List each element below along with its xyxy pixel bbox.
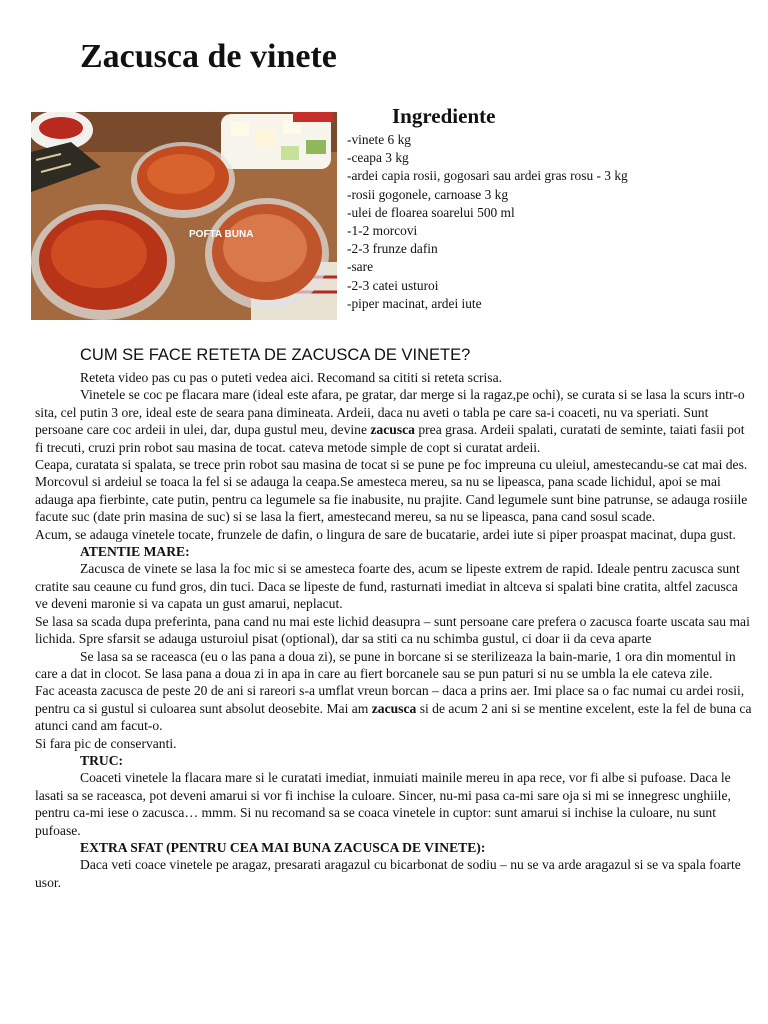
ingredients-list bbox=[347, 131, 628, 313]
method-paragraph: Acum, se adauga vinetele tocate, frunzele de dafin, o lingura de sare de bucatarie, ardei iute si piper proaspat macinat, dupa gust. bbox=[35, 526, 736, 542]
ingredient-item: -2-3 catei usturoi bbox=[347, 277, 439, 293]
ingredient-item: -ulei de floarea soarelui 500 ml bbox=[347, 204, 515, 220]
ingredient-item: -1-2 morcovi bbox=[347, 223, 418, 239]
method-paragraph: Se lasa sa se raceasca (eu o las pana a doua zi), se pune in borcane si se sterilizeaza la bain-marie, 1 ora din momentul in care a dat in clocot. Se lasa pana a doua zi in apa in care au fiert borcanele sau se pun paturi si nu se umbla la ele cateva zile. bbox=[35, 648, 736, 681]
paragraph-text: prea grasa. Ardeii spalati, curatati de seminte, taiati fasii pot fi trecuti, cruzi prin robot sau masina de tocat. cateva metode simple de copt si curatat ardeii. bbox=[35, 422, 745, 455]
paragraph-text: si de acum 2 ani si se mentine excelent, este la fel de buna ca atunci cand am facut-o. bbox=[35, 700, 752, 734]
method-section bbox=[35, 345, 753, 891]
ingredient-item: -ardei capia rosii, gogosari sau ardei gras rosu - 3 kg bbox=[347, 168, 628, 184]
ingredient-item: -sare bbox=[347, 259, 374, 275]
ingredient-item: -ceapa 3 kg bbox=[347, 150, 409, 166]
bold-keyword: zacusca bbox=[371, 700, 417, 716]
ingredient-item: -piper macinat, ardei iute bbox=[347, 295, 482, 311]
method-paragraph: Ceapa, curatata si spalata, se trece prin robot sau masina de tocat si se pune pe foc impreuna cu uleiul, amestecandu-se cat mai des. Morcovul si ardeiul se toaca la fel si se adauga la ceapa.Se amesteca mereu, sa nu se lipeasca, pana scade lichidul, apoi se mai adauga apa fierbinte, cate putin, pentru ca legumele sa fie inabusite, nu prajite. Cand legumele sunt bine patrunse, se adauga rosiile facute suc (date prin masina de suc) si se lasa la fiert, amestecand mereu, sa nu se lipeasca, pana cand sosul scade. bbox=[35, 457, 748, 525]
ingredient-item: -rosii gogonele, carnoase 3 kg bbox=[347, 186, 509, 202]
method-paragraph bbox=[35, 386, 753, 456]
page-title: Zacusca de vinete bbox=[80, 38, 337, 75]
method-paragraph: Coaceti vinetele la flacara mare si le curatati imediat, inmuiati mainile mereu in apa rece, vor fi albe si pufoase. Daca le lasati sa se raceasca, pot deveni amarui si vor fi inchise la culoare. Sincer, nu-mi pasa ca-mi sare oja si mi se innegresc unghiile, pentru ca-mi iese o zacusca… mmm. Si nu recomand sa se coaca vinetele in cuptor: sunt amarui si inchise la culoare, nu sunt pufoase. bbox=[35, 770, 731, 838]
extra-tip-heading: EXTRA SFAT (PENTRU CEA MAI BUNA ZACUSCA DE VINETE): bbox=[80, 839, 486, 855]
method-paragraph: Si fara pic de conservanti. bbox=[35, 735, 177, 751]
ingredients-heading: Ingrediente bbox=[392, 104, 496, 128]
method-paragraph: Se lasa sa scada dupa preferinta, pana cand nu mai este lichid deasupra – sunt persoane care prefera o zacusca foarte uscata sau mai lichida. Spre sfarsit se adauga usturoiul pisat (optional), dar sa stiti ca nu schimba gustul, ci doar ii da ceva aparte bbox=[35, 613, 750, 647]
method-paragraph: Zacusca de vinete se lasa la foc mic si se amesteca foarte des, acum se lipeste extrem de rapid. Ideale pentru zacusca sunt cratite sau ceaune cu fund gros, din tuci. Daca se lipeste de fund, rasturnati imediat in altceva si spalati bine cratita, altfel zacusca ve deveni maronie si va capata un gust amarui, neplacut. bbox=[35, 561, 740, 612]
method-heading: CUM SE FACE RETETA DE ZACUSCA DE VINETE? bbox=[80, 346, 471, 364]
method-paragraph: Daca veti coace vinetele pe aragaz, presarati aragazul cu bicarbonat de sodiu – nu se va arde aragazul si se va spala foarte usor. bbox=[35, 857, 741, 890]
zacusca-photo bbox=[31, 112, 337, 320]
tip-heading: TRUC: bbox=[80, 752, 124, 768]
paragraph-text: Fac aceasta zacusca de peste 20 de ani si rareori s-a umflat vreun borcan – daca a prins aer. Imi place sa o fac numai cu ardei rosii, pentru ca si gustul si culoarea sunt absolut deosebite. Mai am bbox=[35, 683, 745, 716]
method-paragraph bbox=[35, 682, 753, 734]
photo-watermark: POFTA BUNA bbox=[189, 229, 254, 240]
attention-heading: ATENTIE MARE: bbox=[80, 544, 190, 560]
zacusca-photo-illustration bbox=[31, 112, 337, 320]
bold-keyword: zacusca bbox=[370, 422, 415, 438]
ingredient-item: -vinete 6 kg bbox=[347, 132, 411, 147]
paragraph-text: Vinetele se coc pe flacara mare (ideal este afara, pe gratar, dar merge si la ragaz,pe ochi), se curata si se lasa la scurs intr-o sita, cel putin 3 ore, ideal este de seara pana dimineata. Ardeii, daca nu aveti o tabla pe care sa-i coaceti, nu va speriati. Sunt persoane care coc ardeii in ulei, dar, dupa gustul meu, devine bbox=[35, 387, 745, 438]
method-paragraph: Reteta video pas cu pas o puteti vedea aici. Recomand sa cititi si reteta scrisa. bbox=[80, 370, 503, 385]
ingredient-item: -2-3 frunze dafin bbox=[347, 241, 438, 257]
